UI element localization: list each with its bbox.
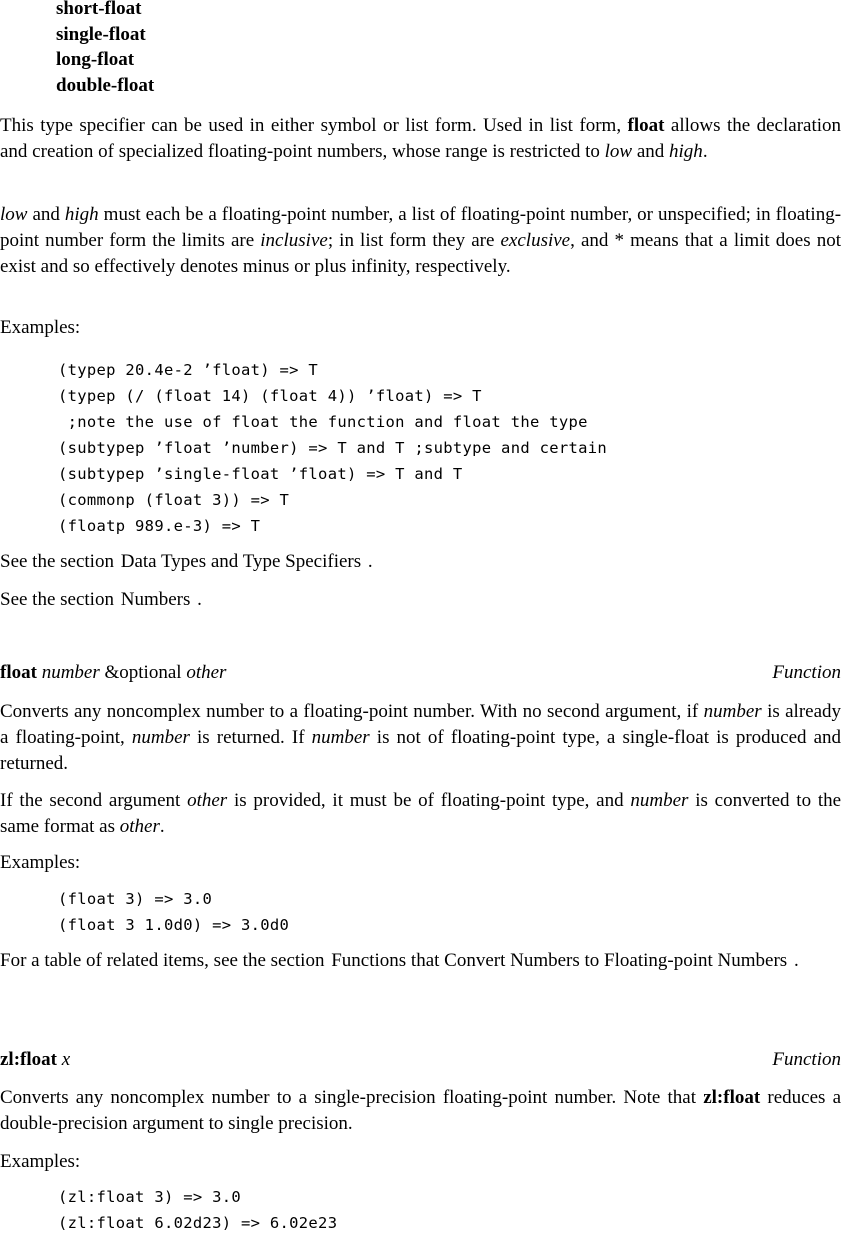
see-also-numbers: See the section Numbers . bbox=[0, 589, 202, 610]
link-convert-numbers[interactable]: Functions that Convert Numbers to Floating-point Numbers bbox=[331, 950, 788, 971]
subtype-double-float: double-float bbox=[56, 75, 155, 96]
examples-label: Examples: bbox=[0, 317, 81, 338]
code-line: (float 3 1.0d0) => 3.0d0 bbox=[58, 916, 290, 934]
float-type-range-description: low and high must each be a floating-point number, a list of floating-point number, or unspecified; in floating-point number form the limits are inclusive; in list form they are exclusive, and * means that a limit does not exist and so effectively denotes minus or plus infinity, respectively. bbox=[0, 204, 841, 277]
float-type-description: This type specifier can be used in either symbol or list form. Used in list form, float allows the declaration and creation of specialized floating-point numbers, whose range is restricted to low and high. bbox=[0, 115, 841, 162]
function-name: float bbox=[0, 662, 37, 683]
code-line: (commonp (float 3)) => T bbox=[58, 491, 290, 509]
link-numbers[interactable]: Numbers bbox=[120, 589, 191, 610]
code-line: (floatp 989.e-3) => T bbox=[58, 517, 261, 535]
code-line: (zl:float 3) => 3.0 bbox=[58, 1188, 242, 1206]
examples-label: Examples: bbox=[0, 852, 81, 873]
float-function-other-description: If the second argument other is provided, it must be of floating-point type, and number is converted to the same format as other. bbox=[0, 790, 841, 837]
zl-float-description: Converts any noncomplex number to a single-precision floating-point number. Note that zl:float reduces a double-precision argument to single precision. bbox=[0, 1087, 841, 1134]
subtype-single-float: single-float bbox=[56, 24, 146, 45]
see-also-convert-numbers: For a table of related items, see the section Functions that Convert Numbers to Floating-point Numbers . bbox=[0, 950, 799, 971]
function-name: zl:float bbox=[0, 1049, 57, 1070]
function-kind: Function bbox=[772, 1049, 841, 1070]
code-line: (typep 20.4e-2 ’float) => T bbox=[58, 361, 319, 379]
see-also-data-types: See the section Data Types and Type Specifiers . bbox=[0, 551, 373, 572]
subtype-short-float: short-float bbox=[56, 0, 142, 19]
function-kind: Function bbox=[772, 662, 841, 683]
code-line: (float 3) => 3.0 bbox=[58, 890, 213, 908]
code-line: (subtypep ’single-float ’float) => T and T bbox=[58, 465, 463, 483]
zl-float-function-header: zl:float x Function bbox=[0, 1047, 841, 1073]
code-line: (typep (/ (float 14) (float 4)) ’float) => T bbox=[58, 387, 482, 405]
code-line: (subtypep ’float ’number) => T and T ;subtype and certain bbox=[58, 439, 608, 457]
subtype-long-float: long-float bbox=[56, 49, 135, 70]
code-line: ;note the use of float the function and float the type bbox=[58, 413, 588, 431]
float-function-description: Converts any noncomplex number to a floating-point number. With no second argument, if number is already a floating-point, number is returned. If number is not of floating-point type, a single-float is produced and returned. bbox=[0, 701, 841, 774]
code-line: (zl:float 6.02d23) => 6.02e23 bbox=[58, 1214, 338, 1232]
float-function-header: float number &optional other Function bbox=[0, 660, 841, 686]
examples-label: Examples: bbox=[0, 1151, 81, 1172]
link-data-types[interactable]: Data Types and Type Specifiers bbox=[120, 551, 362, 572]
